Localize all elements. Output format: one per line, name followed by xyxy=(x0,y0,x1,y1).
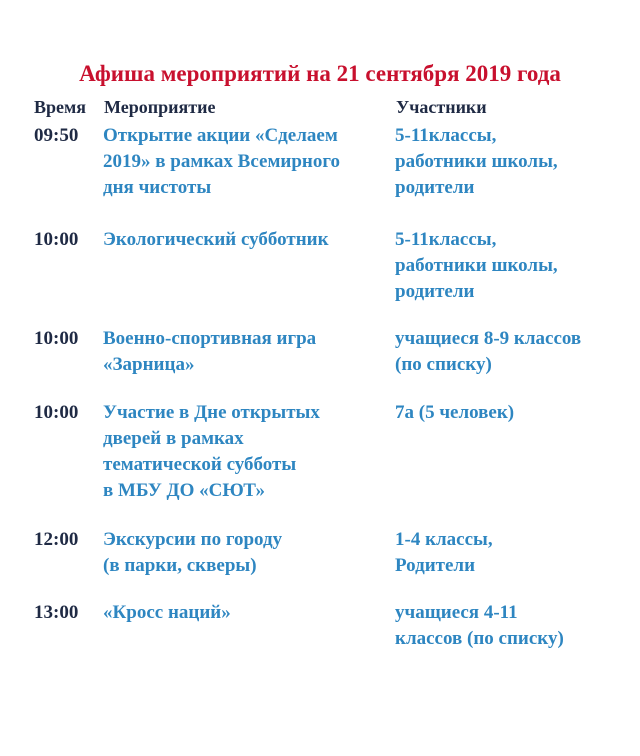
event-participants: 5-11классы, работники школы, родители xyxy=(395,229,558,302)
table-header xyxy=(0,96,640,118)
event-name: Участие в Дне открытых дверей в рамках тематической субботы в МБУ ДО «СЮТ» xyxy=(103,402,320,501)
event-participants: 1-4 классы, Родители xyxy=(395,529,493,576)
table-row xyxy=(0,326,640,400)
event-time: 10:00 xyxy=(34,229,79,250)
event-time: 13:00 xyxy=(34,602,79,623)
event-name: Открытие акции «Сделаем 2019» в рамках Всемирного дня чистоты xyxy=(103,125,341,198)
table-row xyxy=(0,527,640,600)
schedule-table xyxy=(0,123,640,660)
table-row xyxy=(0,227,640,326)
event-time: 12:00 xyxy=(34,529,79,550)
header-participants: Участники xyxy=(396,97,487,117)
header-time: Время xyxy=(34,97,87,117)
event-participants: 7а (5 человек) xyxy=(395,402,515,423)
event-name: Экологический субботник xyxy=(103,229,329,250)
event-time: 09:50 xyxy=(34,125,79,146)
table-row xyxy=(0,123,640,227)
event-participants: учащиеся 4-11 классов (по списку) xyxy=(395,602,564,649)
table-row xyxy=(0,600,640,660)
table-row xyxy=(0,400,640,527)
page-title: Афиша мероприятий на 21 сентября 2019 года xyxy=(79,61,561,86)
event-name: «Кросс наций» xyxy=(103,602,231,623)
event-participants: учащиеся 8-9 классов (по списку) xyxy=(395,328,582,375)
event-name: Военно-спортивная игра «Зарница» xyxy=(103,328,317,375)
header-event: Мероприятие xyxy=(104,97,216,117)
event-name: Экскурсии по городу (в парки, скверы) xyxy=(103,529,283,576)
event-participants: 5-11классы, работники школы, родители xyxy=(395,125,558,198)
event-time: 10:00 xyxy=(34,328,79,349)
event-time: 10:00 xyxy=(34,402,79,423)
